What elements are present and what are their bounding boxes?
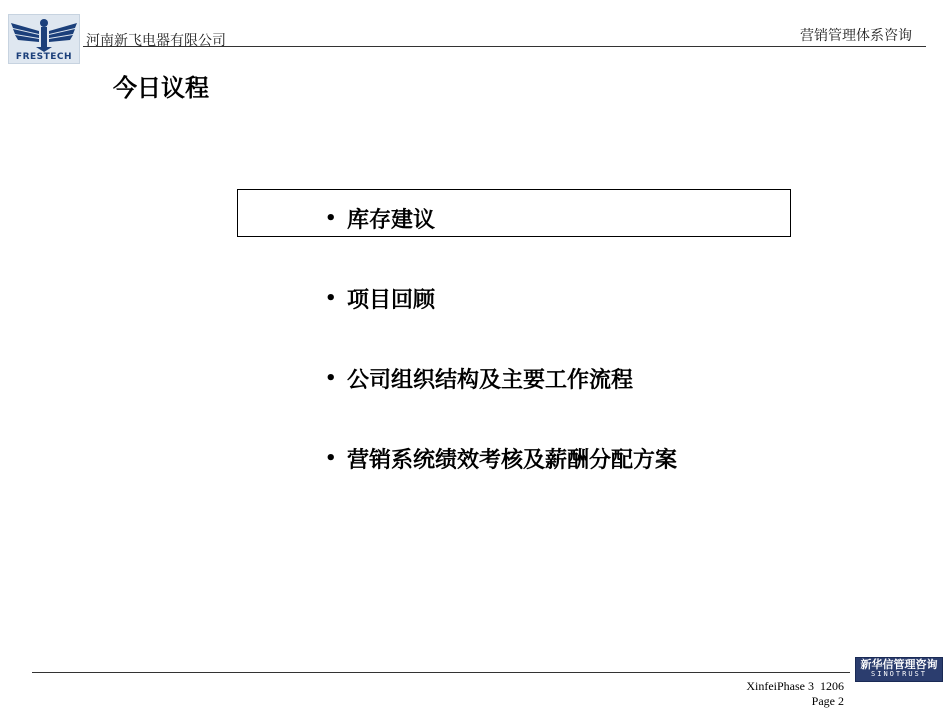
document-reference: XinfeiPhase 3 1206 — [746, 679, 844, 693]
agenda-item — [325, 283, 435, 314]
page-title: 今日议程 — [113, 74, 209, 102]
page-number: Page 2 — [811, 694, 844, 708]
bullet-icon: • — [325, 208, 337, 229]
footer-info — [746, 679, 844, 709]
agenda-item-label: 营销系统绩效考核及薪酬分配方案 — [347, 448, 678, 473]
header-divider — [83, 46, 926, 47]
footer-divider — [32, 672, 850, 673]
company-name: 河南新飞电器有限公司 — [86, 33, 226, 49]
frestech-logo — [8, 14, 80, 64]
agenda-item — [325, 443, 677, 474]
bullet-icon: • — [325, 288, 337, 309]
bullet-icon: • — [325, 368, 337, 389]
consulting-title: 营销管理体系咨询 — [800, 28, 912, 44]
agenda-item — [325, 363, 633, 394]
current-item-highlight-box — [237, 189, 791, 237]
eagle-icon — [9, 15, 79, 53]
agenda-item — [325, 203, 435, 234]
sinotrust-logo-cn: 新华信管理咨询 — [860, 658, 938, 671]
logo-wordmark: FRESTECH — [15, 52, 73, 62]
bullet-icon: • — [325, 448, 337, 469]
agenda-item-label: 公司组织结构及主要工作流程 — [347, 368, 634, 393]
agenda-item-label: 项目回顾 — [347, 288, 436, 313]
sinotrust-logo-en: SINOTRUST — [871, 670, 927, 678]
agenda-item-label: 库存建议 — [347, 208, 436, 233]
sinotrust-logo — [855, 657, 943, 682]
